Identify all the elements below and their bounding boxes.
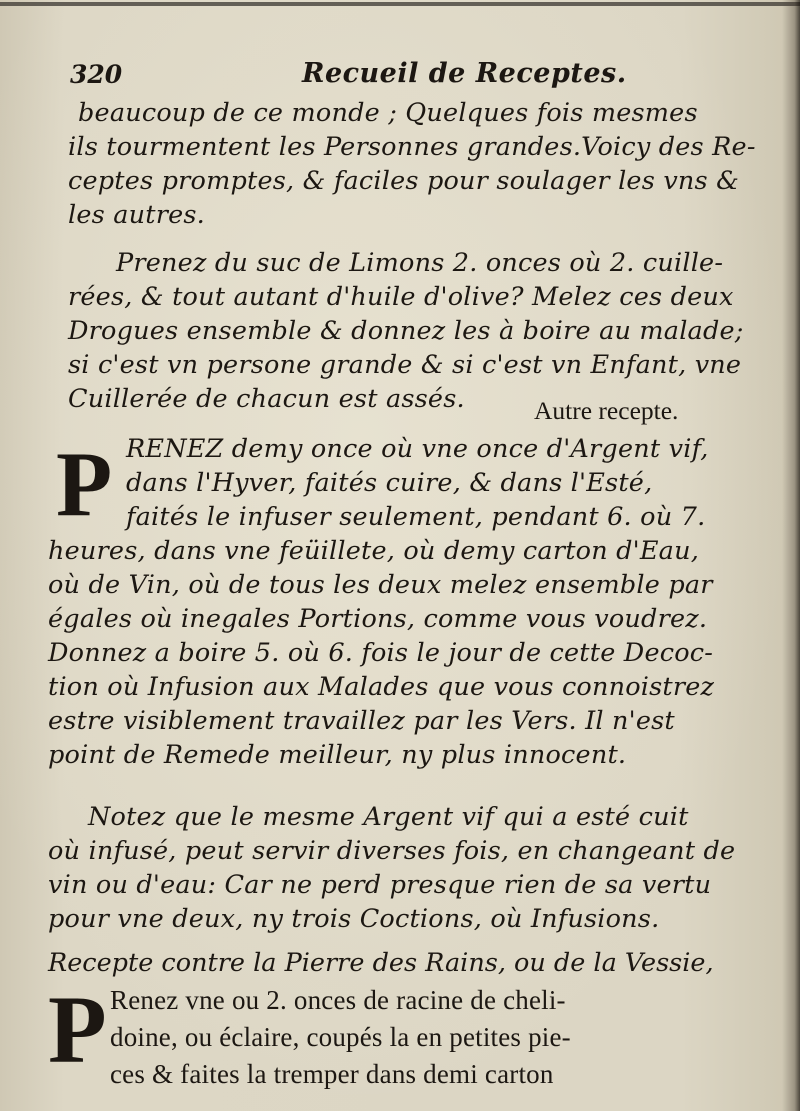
recipe-heading: Recepte contre la Pierre des Rains, ou de la Vessie, xyxy=(48,948,714,978)
text-line: les autres. xyxy=(68,200,205,230)
text-line: Renez vne ou 2. onces de racine de cheli- xyxy=(110,985,566,1015)
paragraph-intro xyxy=(48,96,756,232)
drop-capital: P xyxy=(56,433,113,535)
page-number: 320 xyxy=(70,60,123,89)
text-line: Notez que le mesme Argent vif qui a esté cuit xyxy=(88,802,689,832)
text-line: dans l'Hyver, faités cuire, & dans l'Esté, xyxy=(126,468,653,498)
page-title: Recueil de Receptes. xyxy=(302,58,627,89)
text-line: vin ou d'eau: Car ne perd presque rien de sa vertu xyxy=(48,870,712,900)
text-line: doine, ou éclaire, coupés la en petites pie- xyxy=(110,1022,571,1052)
text-line: égales où inegales Portions, comme vous voudrez. xyxy=(48,604,708,634)
dropcap-lines xyxy=(126,432,709,534)
text-line: heures, dans vne feüillete, où demy carton d'Eau, xyxy=(48,536,700,566)
recipe-label: Autre recepte. xyxy=(534,396,679,425)
text-line: Donnez a boire 5. où 6. fois le jour de cette Decoc- xyxy=(48,638,714,668)
text-line: faités le infuser seulement, pendant 6. où 7. xyxy=(126,502,706,532)
roman-lines xyxy=(110,982,571,1093)
text-line: tion où Infusion aux Malades que vous connoistrez xyxy=(48,672,715,702)
text-line: rées, & tout autant d'huile d'olive? Melez ces deux xyxy=(68,282,734,312)
text-line: ils tourmentent les Personnes grandes.Voicy des Re- xyxy=(68,132,756,162)
text-line: RENEZ demy once où vne once d'Argent vif, xyxy=(126,434,709,464)
text-line: estre visiblement travaillez par les Vers. Il n'est xyxy=(48,706,675,736)
text-line: Drogues ensemble & donnez les à boire au malade; xyxy=(68,316,744,346)
running-head xyxy=(70,56,750,96)
text-line: ces & faites la tremper dans demi carton xyxy=(110,1059,554,1089)
drop-capital: P xyxy=(48,976,107,1083)
paragraph-notez xyxy=(48,800,748,936)
text-line: où infusé, peut servir diverses fois, en changeant de xyxy=(48,836,736,866)
text-line: pour vne deux, ny trois Coctions, où Infusions. xyxy=(48,904,660,934)
top-rule xyxy=(0,2,800,6)
text-line: ceptes promptes, & faciles pour soulager les vns & xyxy=(68,166,740,196)
text-line: beaucoup de ce monde ; Quelques fois mesmes xyxy=(78,98,698,128)
text-line: Cuillerée de chacun est assés. xyxy=(68,384,465,414)
text-line: point de Remede meilleur, ny plus innocent. xyxy=(48,740,627,770)
paragraph-argent-vif xyxy=(48,534,748,772)
spine-shadow xyxy=(782,0,800,1111)
paragraph-limons xyxy=(48,246,748,416)
text-line: si c'est vn persone grande & si c'est vn Enfant, vne xyxy=(68,350,742,380)
text-line: Prenez du suc de Limons 2. onces où 2. cuille- xyxy=(116,248,724,278)
text-line: où de Vin, où de tous les deux melez ensemble par xyxy=(48,570,713,600)
